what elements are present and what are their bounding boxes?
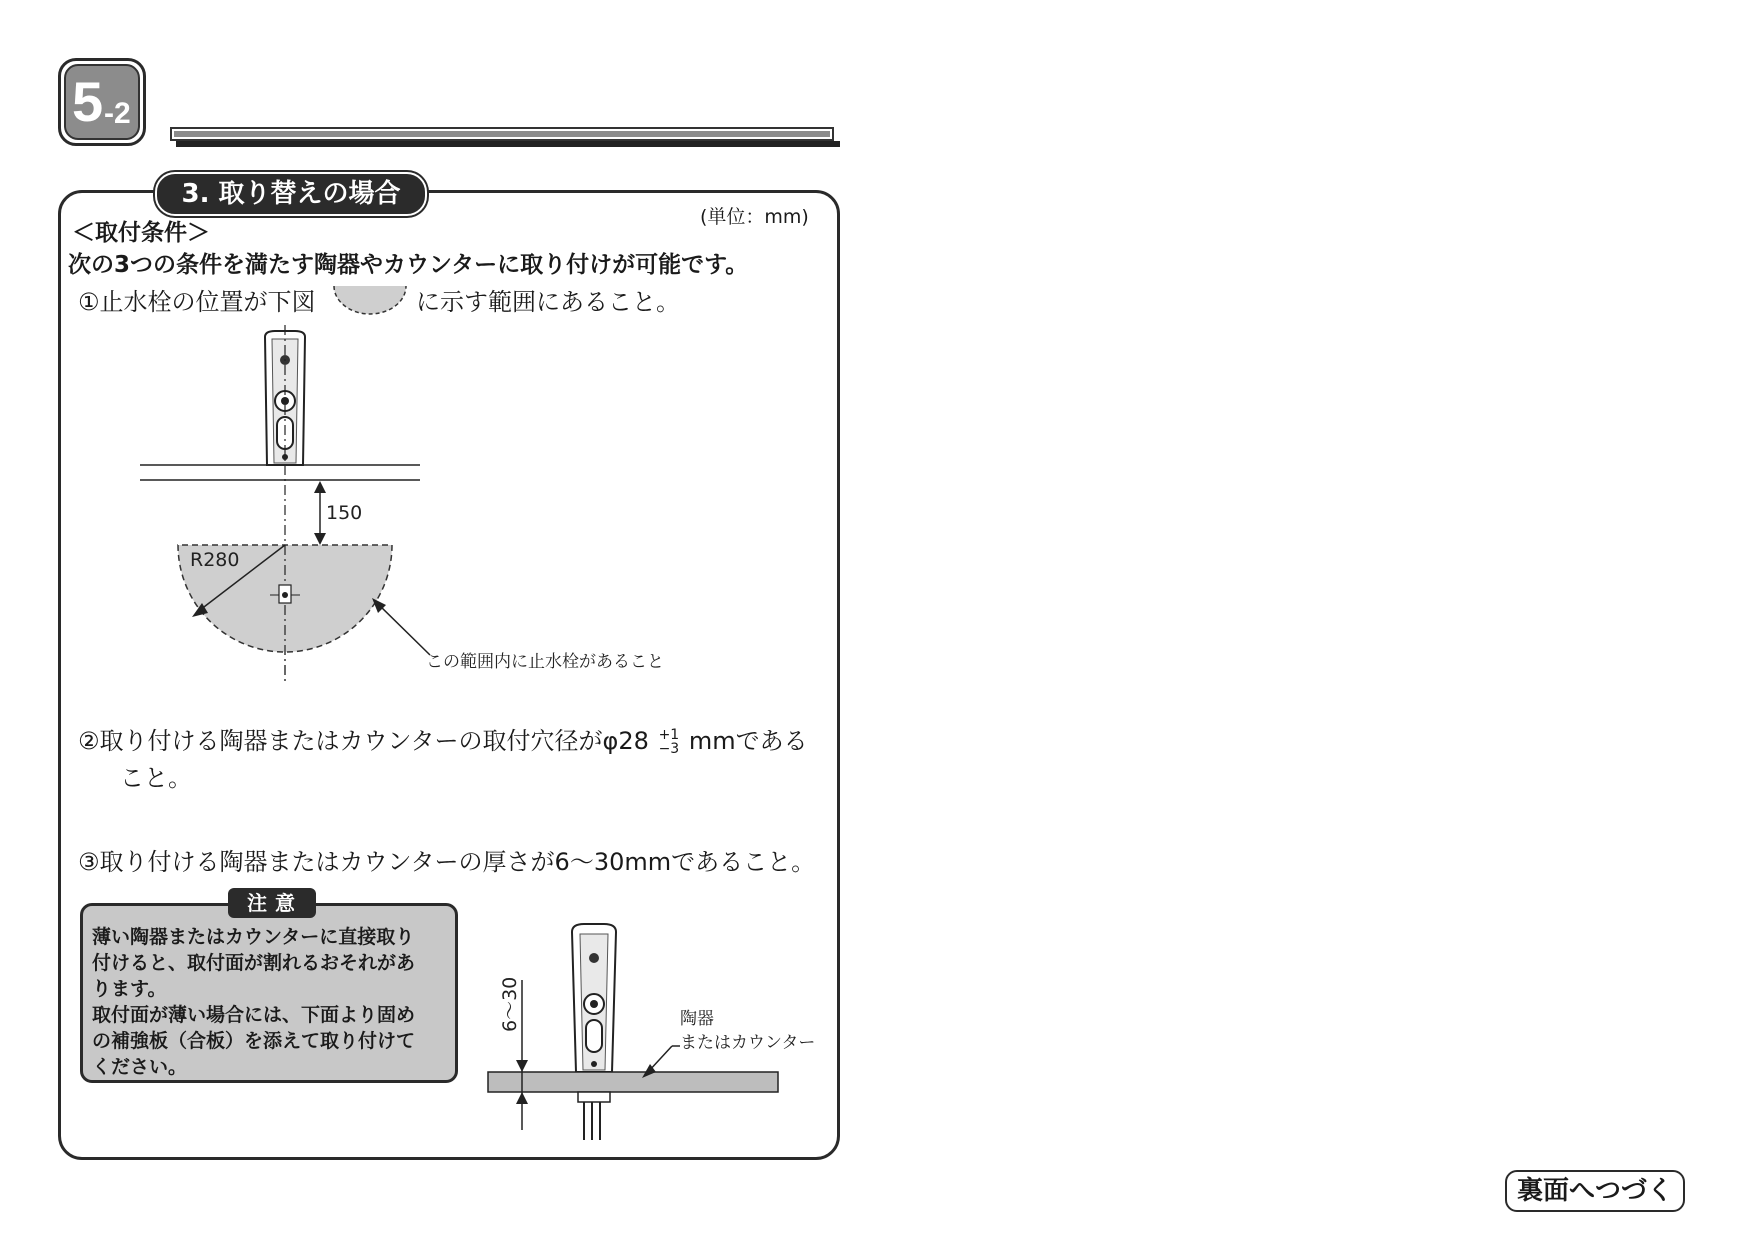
radius-label: R280: [190, 549, 240, 571]
caution-line: 薄い陶器またはカウンターに直接取り: [92, 926, 415, 948]
condition-2-text-unit: mmである: [688, 727, 808, 755]
condition-2-text-main: ②取り付ける陶器またはカウンターの取付穴径がφ28: [78, 727, 649, 755]
conditions-heading: ＜取付条件＞: [72, 220, 210, 246]
thickness-label: 6～30: [499, 976, 521, 1032]
tolerance-minus: −3: [658, 741, 680, 757]
conditions-lead: 次の3つの条件を満たす陶器やカウンターに取り付けが可能です。: [68, 252, 749, 278]
faucet-icon: [572, 924, 616, 1072]
caution-line: の補強板（合板）を添えて取り付けて: [92, 1030, 416, 1052]
caution-label: 注意: [228, 888, 316, 918]
dimension-150-label: 150: [326, 502, 363, 524]
range-caption: この範囲内に止水栓があること: [426, 652, 664, 672]
caution-line: 取付面が薄い場合には、下面より固め: [92, 1004, 416, 1026]
section-badge-main: 5: [72, 70, 104, 133]
tolerance: [659, 728, 680, 756]
caution-text: [92, 924, 454, 1080]
condition-2-text-line2: こと。: [120, 764, 192, 792]
valve-range-diagram: [130, 325, 690, 685]
caution-line: ください。: [92, 1056, 188, 1078]
condition-2-text: [78, 724, 808, 758]
caution-line: 付けると、取付面が割れるおそれがあ: [92, 952, 416, 974]
section-title: 3. 取り替えの場合: [155, 172, 427, 216]
caution-line: ります。: [92, 978, 167, 1000]
condition-3-text: ③取り付ける陶器またはカウンターの厚さが6～30mmであること。: [78, 848, 816, 876]
condition-1-text-end: に示す範囲にあること。: [416, 288, 680, 316]
counter-label-1: 陶器: [680, 1009, 714, 1029]
mounting-fitting-icon: [578, 1092, 610, 1140]
range-symbol-icon: [330, 282, 410, 316]
header-rule-fill: [174, 131, 830, 137]
counter-label-2: またはカウンター: [680, 1033, 816, 1053]
tolerance-plus: +1: [658, 727, 680, 743]
header-rule-shadow: [176, 141, 840, 147]
unit-note: (単位：mm): [700, 206, 809, 228]
counter-thickness-diagram: [480, 920, 840, 1145]
continued-on-back-label: 裏面へつづく: [1505, 1170, 1685, 1212]
section-badge: [64, 64, 140, 140]
condition-1-text: ①止水栓の位置が下図: [78, 288, 316, 316]
section-badge-sub: -2: [104, 97, 131, 130]
